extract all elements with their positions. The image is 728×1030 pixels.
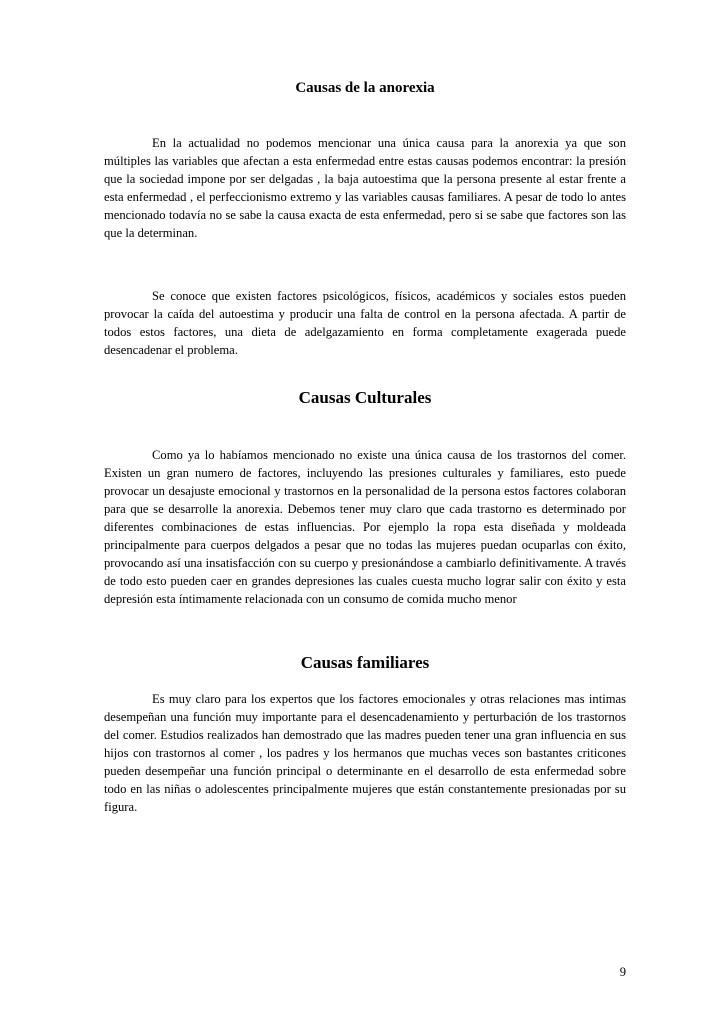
section-heading-culturales: Causas Culturales — [298, 388, 432, 407]
intro-paragraph-2: Se conoce que existen factores psicológicos, físicos, académicos y sociales estos pueden provocar la caída del autoestima y producir una falta de control en la persona afectada. A partir de todos estos factores, una dieta de adelgazamiento en forma completamente exagerada puede desencadenar el problema. — [104, 289, 626, 357]
page-title: Causas de la anorexia — [295, 80, 435, 96]
page-number: 9 — [619, 965, 626, 979]
section-paragraph-culturales: Como ya lo habíamos mencionado no existe una única causa de los trastornos del comer. Existen un gran numero de factores, incluyendo las presiones culturales y familiares, esto puede provocar un desajuste emocional y trastornos en la personalidad de la persona estos factores colaboran para que se desarrolle la anorexia. Debemos tener muy claro que cada trastorno es determinado por diferentes combinaciones de estas influencias. Por ejemplo la ropa esta diseñada y moldeada principalmente para cuerpos delgados a pesar que no todas las mujeres puedan ocuparlas con éxito, provocando así una insatisfacción con su cuerpo y presionándose a cambiarlo definitivamente. A través de todo esto pueden caer en grandes depresiones las cuales cuesta mucho lograr salir con éxito y esta depresión esta íntimamente relacionada con un consumo de comida mucho menor — [104, 448, 626, 606]
intro-paragraph-1: En la actualidad no podemos mencionar una única causa para la anorexia ya que son múltiples las variables que afectan a esta enfermedad entre estas causas podemos encontrar: la presión que la sociedad impone por ser delgadas , la baja autoestima que la persona presente al estar frente a esta enfermedad , el perfeccionismo extremo y las variables causas familiares. A pesar de todo lo antes mencionado todavía no se sabe la causa exacta de esta enfermedad, pero si se sabe que factores son las que la determinan. — [104, 136, 626, 240]
section-heading-familiares: Causas familiares — [300, 653, 430, 672]
section-paragraph-familiares: Es muy claro para los expertos que los factores emocionales y otras relaciones mas intimas desempeñan una función muy importante para el desencadenamiento y perturbación de los trastornos del comer. Estudios realizados han demostrado que las madres pueden tener una gran influencia en sus hijos con trastornos al comer , los padres y los hermanos que muchas veces son bastantes criticones pueden desempeñar una función principal o determinante en el desarrollo de esta enfermedad sobre todo en las niñas o adolescentes principalmente mujeres que están constantemente presionadas por su figura. — [104, 692, 626, 814]
